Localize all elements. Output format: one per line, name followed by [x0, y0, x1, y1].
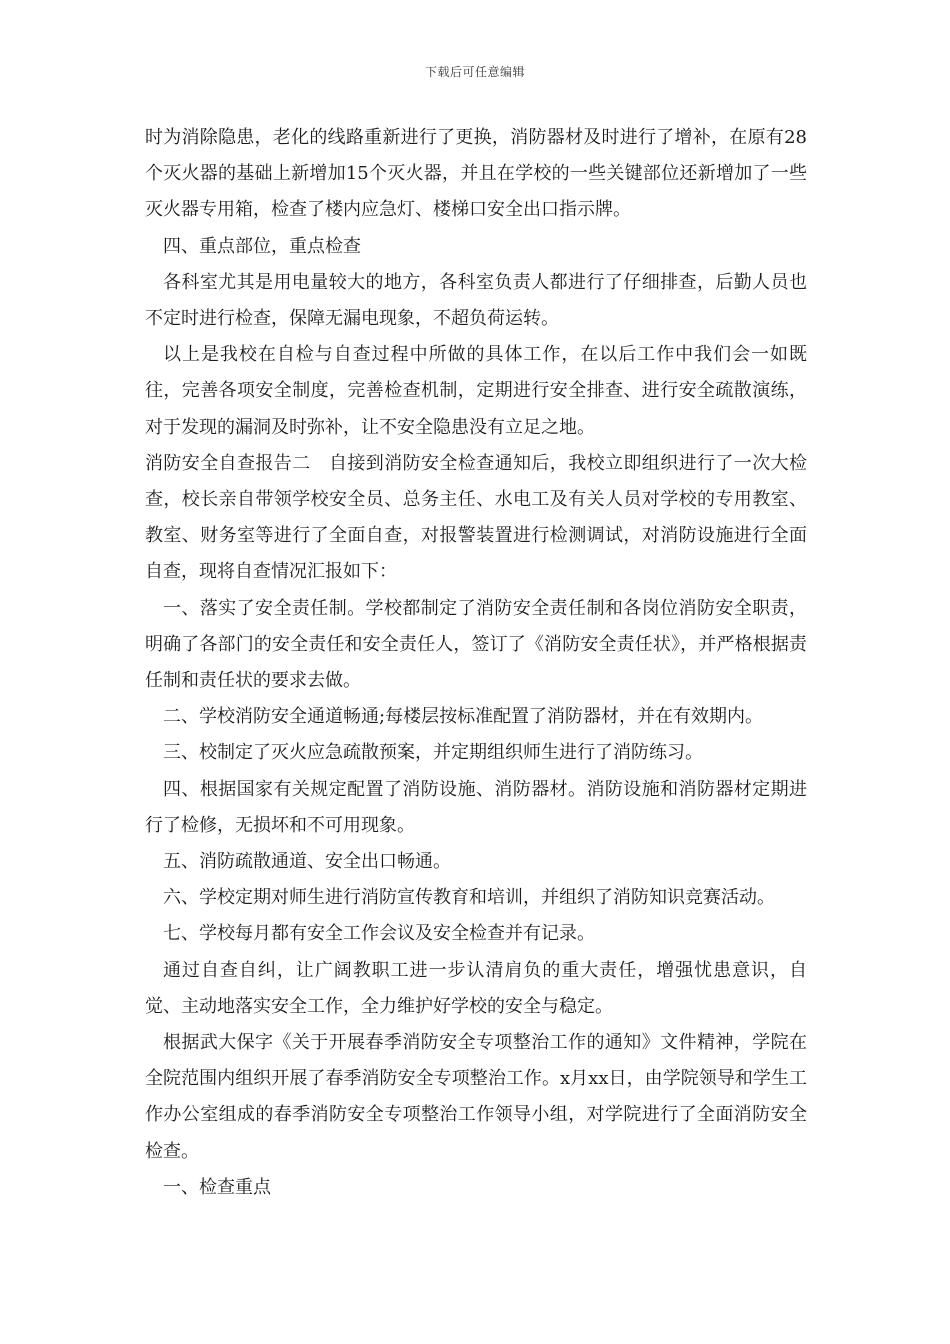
paragraph-3: 各科室尤其是用电量较大的地方，各科室负责人都进行了仔细排查，后勤人员也不定时进行检查，保障无漏电现象，不超负荷运转。	[145, 271, 807, 330]
paragraph-15: 一、检查重点	[163, 1176, 271, 1198]
paragraph-10: 五、消防疏散通道、安全出口畅通。	[163, 851, 451, 873]
paragraph-7: 二、学校消防安全通道畅通;每楼层按标准配置了消防器材，并在有效期内。	[163, 706, 764, 728]
page-header: 下载后可任意编辑	[424, 65, 525, 79]
paragraph-11: 六、学校定期对师生进行消防宣传教育和培训，并组织了消防知识竞赛活动。	[163, 887, 775, 909]
paragraph-5: 消防安全自查报告二 自接到消防安全检查通知后，我校立即组织进行了一次大检查，校长亲自带领学校安全员、总务主任、水电工及有关人员对学校的专用教室、教室、财务室等进行了全面自查，对报警装置进行检测调试，对消防设施进行全面自查，现将自查情况汇报如下：	[145, 452, 807, 583]
paragraph-13: 通过自查自纠，让广阔教职工进一步认清肩负的重大责任，增强忧患意识，自觉、主动地落实安全工作，全力维护好学校的安全与稳定。	[145, 959, 807, 1017]
paragraph-6: 一、落实了安全责任制。学校都制定了消防安全责任制和各岗位消防安全职责，明确了各部门的安全责任和安全责任人，签订了《消防安全责任状》，并严格根据责任制和责任状的要求去做。	[145, 597, 807, 692]
paragraph-1: 时为消除隐患，老化的线路重新进行了更换，消防器材及时进行了增补，在原有28个灭火器的基础上新增加15个灭火器，并且在学校的一些关键部位还新增加了一些灭火器专用箱，检查了楼内应急灯、楼梯口安全出口指示牌。	[145, 127, 807, 221]
paragraph-8: 三、校制定了灭火应急疏散预案，并定期组织师生进行了消防练习。	[163, 742, 703, 764]
paragraph-14: 根据武大保字《关于开展春季消防安全专项整治工作的通知》文件精神，学院在全院范围内组织开展了春季消防安全专项整治工作。x月xx日，由学院领导和学生工作办公室组成的春季消防安全专项整治工作领导小组，对学院进行了全面消防安全检查。	[145, 1032, 807, 1162]
paragraph-12: 七、学校每月都有安全工作会议及安全检查并有记录。	[163, 923, 595, 945]
document-body	[145, 120, 807, 1206]
paragraph-9: 四、根据国家有关规定配置了消防设施、消防器材。消防设施和消防器材定期进行了检修，无损坏和不可用现象。	[145, 778, 807, 836]
paragraph-2: 四、重点部位，重点检查	[163, 235, 361, 257]
paragraph-4: 以上是我校在自检与自查过程中所做的具体工作，在以后工作中我们会一如既往，完善各项安全制度，完善检查机制，定期进行安全排查、进行安全疏散演练，对于发现的漏洞及时弥补，让不安全隐患没有立足之地。	[145, 344, 807, 438]
